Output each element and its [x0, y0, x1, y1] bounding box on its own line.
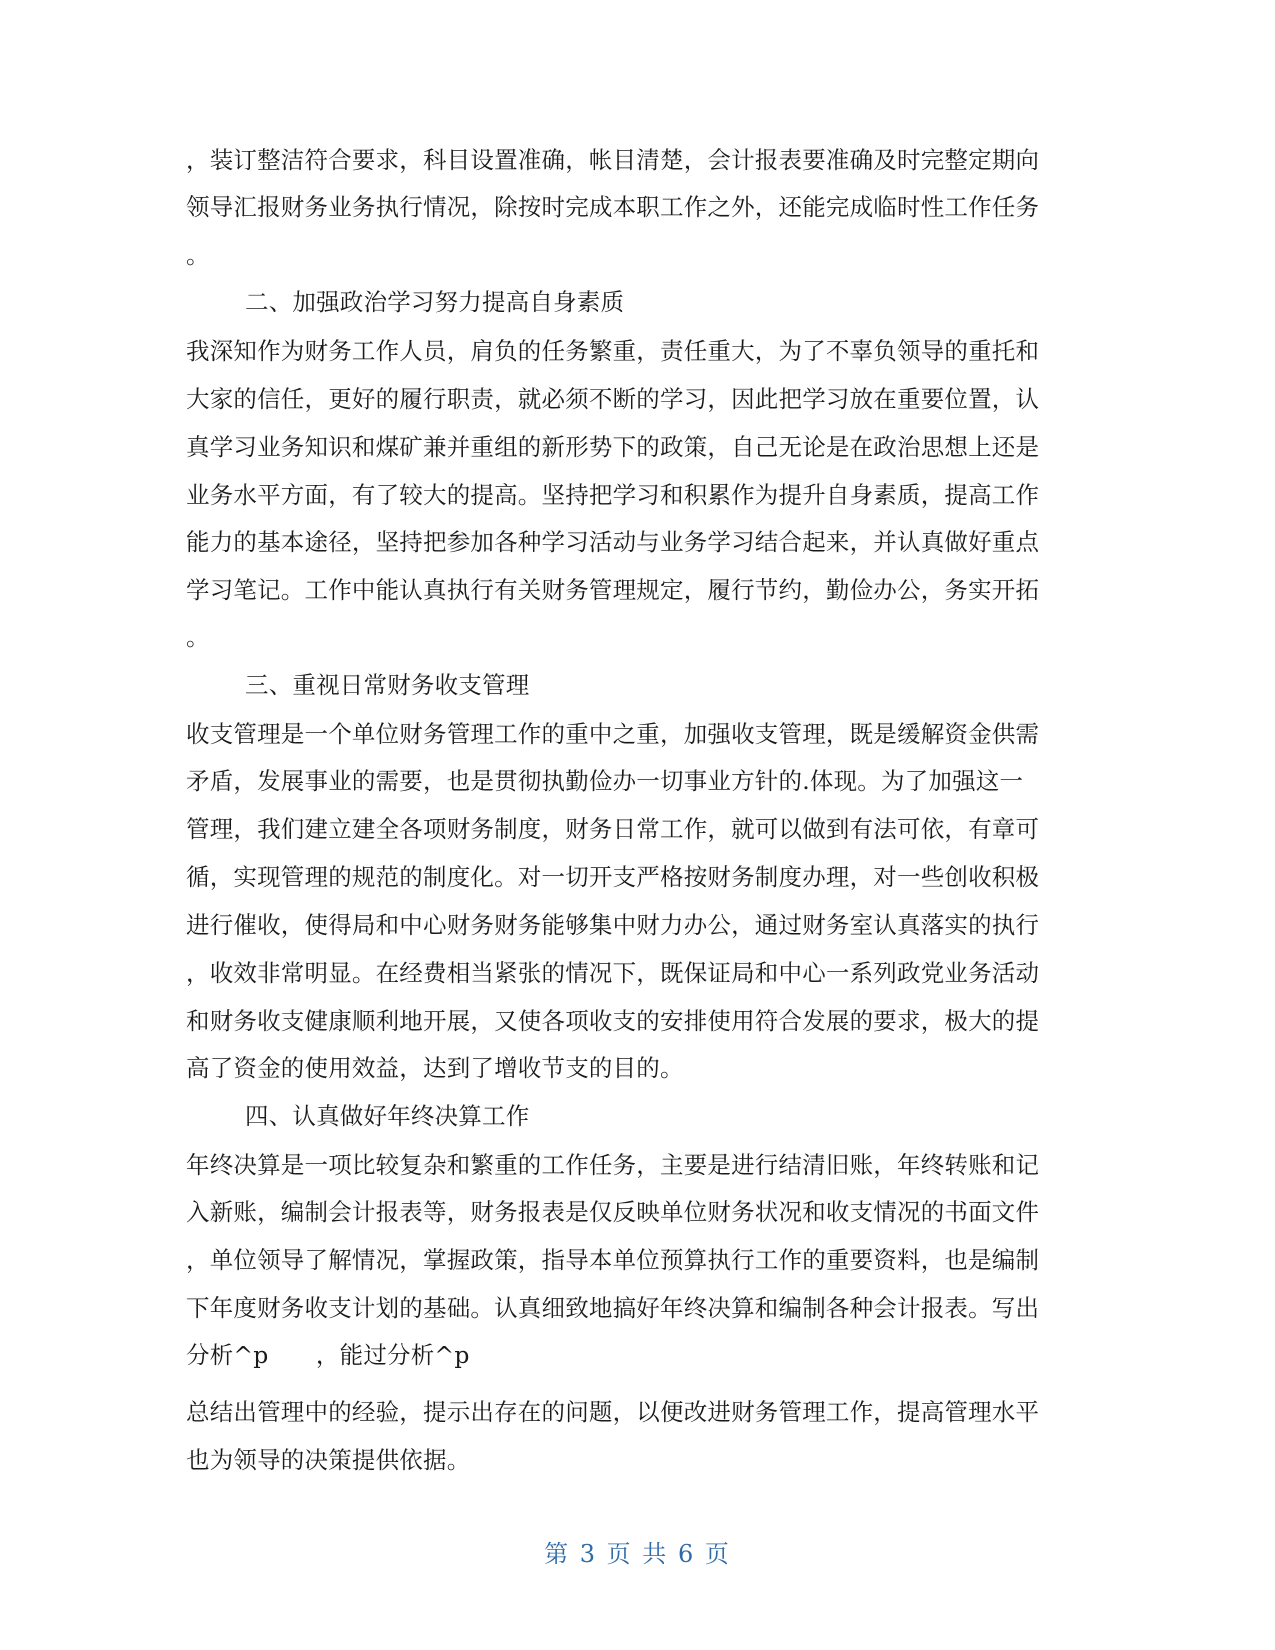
body-text-line: 能力的基本途径，坚持把参加各种学习活动与业务学习结合起来，并认真做好重点: [186, 528, 1040, 556]
body-text-line: 。: [186, 241, 210, 269]
body-text-line: 管理，我们建立建全各项财务制度，财务日常工作，就可以做到有法可依，有章可: [186, 815, 1040, 843]
body-text-line: 年终决算是一项比较复杂和繁重的工作任务，主要是进行结清旧账，年终转账和记: [186, 1151, 1040, 1179]
body-text-line: 入新账，编制会计报表等，财务报表是仅反映单位财务状况和收支情况的书面文件: [186, 1198, 1040, 1226]
section-heading: 四、认真做好年终决算工作: [245, 1102, 530, 1130]
body-text-line: 总结出管理中的经验，提示出存在的问题，以便改进财务管理工作，提高管理水平: [186, 1398, 1040, 1426]
body-text-line: 下年度财务收支计划的基础。认真细致地搞好年终决算和编制各种会计报表。写出: [186, 1294, 1040, 1322]
body-text-line: 也为领导的决策提供依据。: [186, 1446, 471, 1474]
body-text-line: 进行催收，使得局和中心财务财务能够集中财力办公，通过财务室认真落实的执行: [186, 911, 1040, 939]
body-text-line: 我深知作为财务工作人员，肩负的任务繁重，责任重大，为了不辜负领导的重托和: [186, 337, 1040, 365]
body-text-line: 矛盾，发展事业的需要，也是贯彻执勤俭办一切事业方针的.体现。为了加强这一: [186, 767, 1024, 795]
body-text-line: ，收效非常明显。在经费相当紧张的情况下，既保证局和中心一系列政党业务活动: [186, 959, 1040, 987]
body-text-line: ，单位领导了解情况，掌握政策，指导本单位预算执行工作的重要资料，也是编制: [186, 1246, 1040, 1274]
body-text-line: 。: [186, 623, 210, 651]
body-text-line: 收支管理是一个单位财务管理工作的重中之重，加强收支管理，既是缓解资金供需: [186, 720, 1040, 748]
body-text-line: 循，实现管理的规范的制度化。对一切开支严格按财务制度办理，对一些创收积极: [186, 863, 1040, 891]
body-text-line: 分析^p ，能过分析^p: [186, 1341, 470, 1369]
body-text-line: ，装订整洁符合要求，科目设置准确，帐目清楚，会计报表要准确及时完整定期向: [186, 146, 1040, 174]
body-text-line: 高了资金的使用效益，达到了增收节支的目的。: [186, 1054, 684, 1082]
body-text-line: 真学习业务知识和煤矿兼并重组的新形势下的政策，自己无论是在政治思想上还是: [186, 433, 1040, 461]
body-text-line: 大家的信任，更好的履行职责，就必须不断的学习，因此把学习放在重要位置，认: [186, 385, 1040, 413]
body-text-line: 学习笔记。工作中能认真执行有关财务管理规定，履行节约，勤俭办公，务实开拓: [186, 576, 1040, 604]
body-text-line: 领导汇报财务业务执行情况，除按时完成本职工作之外，还能完成临时性工作任务: [186, 193, 1040, 221]
page-number-footer: 第 3 页 共 6 页: [544, 1540, 731, 1568]
body-text-line: 和财务收支健康顺利地开展，又使各项收支的安排使用符合发展的要求，极大的提: [186, 1007, 1040, 1035]
body-text-line: 业务水平方面，有了较大的提高。坚持把学习和积累作为提升自身素质，提高工作: [186, 481, 1040, 509]
section-heading: 二、加强政治学习努力提高自身素质: [245, 288, 625, 316]
section-heading: 三、重视日常财务收支管理: [245, 671, 530, 699]
